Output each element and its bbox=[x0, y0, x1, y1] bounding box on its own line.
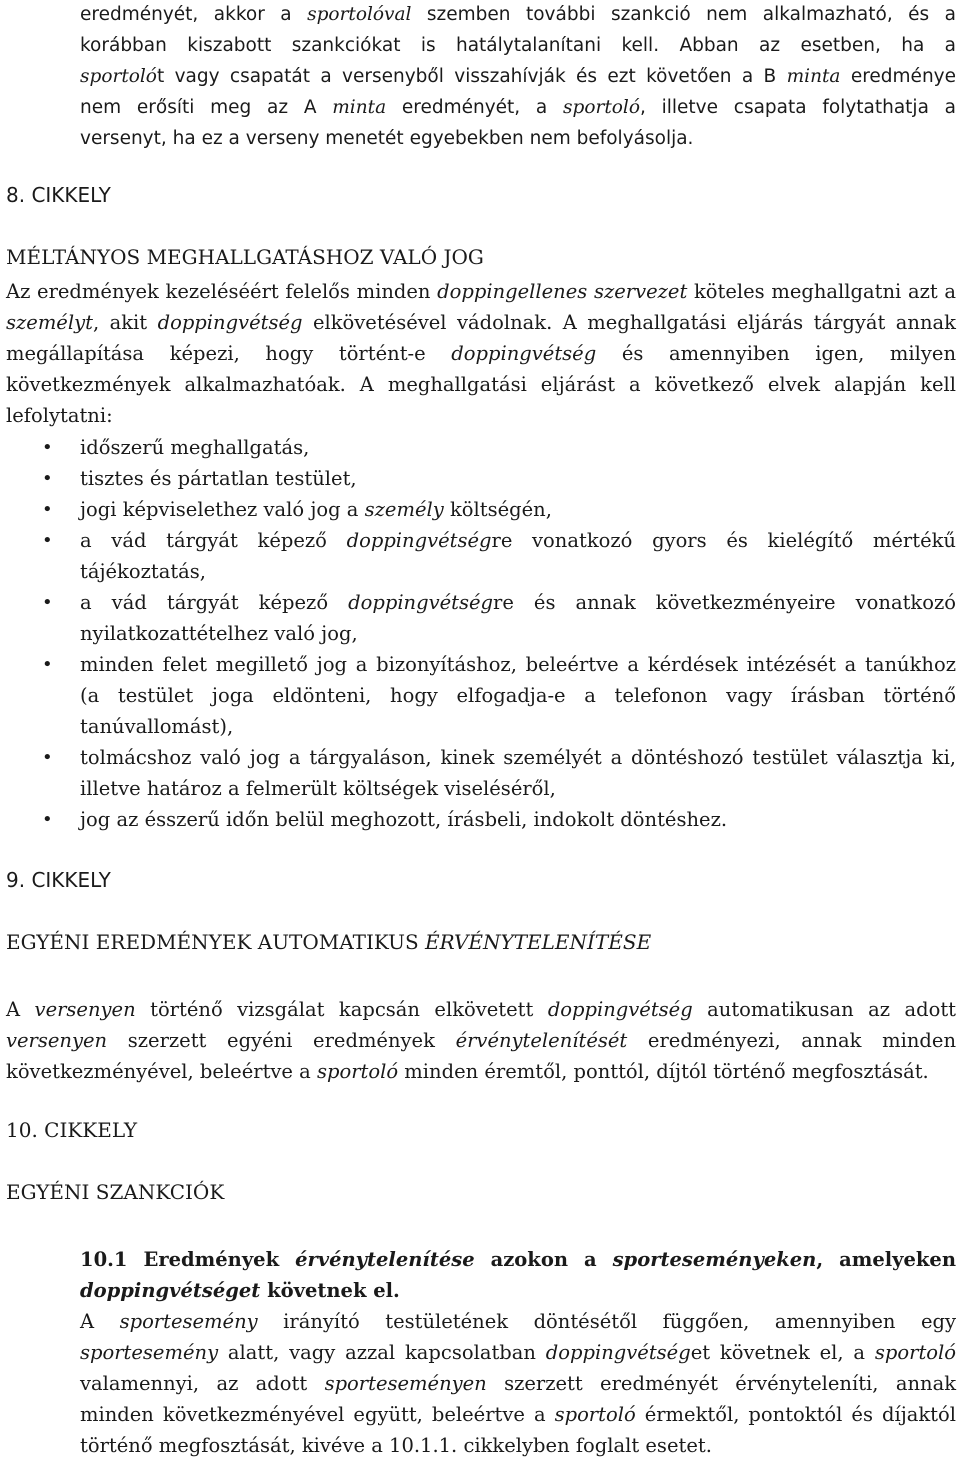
text-line bbox=[6, 1056, 956, 1087]
text-span: re vonatkozó gyors és kielégítő mértékű bbox=[491, 529, 956, 552]
text-span: • tisztes és pártatlan testület, bbox=[80, 467, 357, 490]
text-span: eredményezi, annak minden bbox=[627, 1029, 956, 1052]
article-9-number: 9. CIKKELY bbox=[6, 868, 111, 892]
text-line bbox=[80, 1368, 956, 1399]
list-item bbox=[80, 432, 956, 463]
article-9-title bbox=[6, 930, 651, 954]
list-item bbox=[80, 649, 956, 742]
list-item bbox=[80, 742, 956, 804]
italic-term: személyt bbox=[6, 311, 93, 334]
text-span: , illetve csapata folytathatja a bbox=[639, 97, 957, 118]
text-line bbox=[80, 123, 956, 154]
italic-term: sportoló bbox=[554, 1403, 636, 1426]
article-10-1-heading bbox=[80, 1244, 956, 1306]
text-span: • tolmácshoz való jog a tárgyaláson, kinek személyét a döntéshozó testület választja ki, bbox=[80, 746, 956, 769]
article-8-title: MÉLTÁNYOS MEGHALLGATÁSHOZ VALÓ JOG bbox=[6, 245, 484, 269]
italic-term: doppingvétség bbox=[547, 998, 693, 1021]
text-span: • időszerű meghallgatás, bbox=[80, 436, 310, 459]
article-8-paragraph bbox=[6, 276, 956, 431]
italic-term: sportoló bbox=[317, 1060, 399, 1083]
text-span: történő vizsgálat kapcsán elkövetett bbox=[135, 998, 548, 1021]
text-span: és amennyiben igen, milyen bbox=[596, 342, 956, 365]
text-span: következményével, beleértve a bbox=[6, 1060, 317, 1083]
text-span: 10.1 Eredmények bbox=[80, 1248, 296, 1271]
italic-term: érvénytelenítését bbox=[455, 1029, 628, 1052]
italic-term: doppingvétséget bbox=[80, 1279, 261, 1302]
text-span: et követnek el, a bbox=[690, 1341, 875, 1364]
text-line bbox=[80, 1337, 956, 1368]
text-line bbox=[80, 1275, 956, 1306]
text-span bbox=[80, 494, 956, 525]
italic-term: sportesemény bbox=[80, 1341, 219, 1364]
text-span: minden éremtől, ponttól, díjtól történő megfosztását. bbox=[398, 1060, 929, 1083]
italic-term: személy bbox=[364, 498, 444, 521]
list-item bbox=[80, 587, 956, 649]
list-item bbox=[80, 525, 956, 587]
text-span: azokon a bbox=[474, 1248, 613, 1271]
article-9-paragraph bbox=[6, 994, 956, 1087]
hearing-principles-list bbox=[80, 432, 956, 835]
text-span: elkövetésével vádolnak. A meghallgatási eljárás tárgyát annak bbox=[302, 311, 956, 334]
text-line bbox=[80, 1399, 956, 1430]
text-span: megállapítása képezi, hogy történt-e bbox=[6, 342, 452, 365]
text-span: , akit bbox=[92, 311, 158, 334]
text-span: illetve határoz a felmerült költségek viseléséről, bbox=[80, 777, 556, 800]
italic-term: doppingvétség bbox=[348, 591, 494, 614]
article-8-number: 8. CIKKELY bbox=[6, 183, 111, 207]
list-item bbox=[80, 463, 956, 494]
text-span: a vád tárgyát képező bbox=[80, 591, 349, 614]
text-span: eredménye bbox=[840, 66, 956, 87]
article-10-1-paragraph bbox=[80, 1306, 956, 1461]
italic-term: doppingvétség bbox=[346, 529, 492, 552]
text-span: , amelyeken bbox=[816, 1248, 956, 1271]
text-span: tájékoztatás, bbox=[80, 560, 207, 583]
text-span: követnek el. bbox=[260, 1279, 400, 1302]
text-line bbox=[80, 1306, 956, 1337]
italic-term: sporteseményen bbox=[324, 1372, 487, 1395]
article-10-number: 10. CIKKELY bbox=[6, 1118, 138, 1142]
italic-term: sportesemény bbox=[119, 1310, 258, 1333]
italic-term: sportoló bbox=[563, 97, 640, 118]
text-span: A bbox=[6, 998, 35, 1021]
text-line bbox=[6, 276, 956, 307]
text-span: jogi képviselethez való jog a bbox=[80, 498, 365, 521]
text-line bbox=[80, 61, 956, 92]
text-span: történő megfosztását, kivéve a 10.1.1. cikkelyben foglalt esetet. bbox=[80, 1434, 712, 1457]
italic-term: doppingvétség bbox=[451, 342, 597, 365]
text-span: Az eredmények kezeléséért felelős minden bbox=[6, 280, 438, 303]
text-span bbox=[80, 587, 956, 618]
italic-term: doppingvétség bbox=[545, 1341, 691, 1364]
text-span: irányító testületének döntésétől függően, amennyiben egy bbox=[257, 1310, 956, 1333]
italic-term: sportoló bbox=[874, 1341, 956, 1364]
text-span: szerzett eredményét érvényteleníti, annak bbox=[486, 1372, 957, 1395]
text-span: versenyt, ha ez a verseny menetét egyebekben nem befolyásolja. bbox=[80, 128, 694, 149]
text-line bbox=[80, 0, 956, 30]
text-line bbox=[6, 994, 956, 1025]
text-span: A bbox=[80, 1310, 120, 1333]
intro-paragraph bbox=[80, 0, 956, 154]
text-line bbox=[6, 338, 956, 369]
text-span: EGYÉNI EREDMÉNYEK AUTOMATIKUS bbox=[6, 930, 426, 954]
text-span: automatikusan az adott bbox=[692, 998, 956, 1021]
text-span bbox=[80, 525, 956, 556]
text-span: t vagy csapatát a versenyből visszahívják és ezt követően a B bbox=[156, 66, 787, 87]
text-line bbox=[80, 1430, 956, 1461]
text-span: köteles meghallgatni azt a bbox=[687, 280, 956, 303]
text-span: szerzett egyéni eredmények bbox=[107, 1029, 456, 1052]
italic-term: versenyen bbox=[34, 998, 136, 1021]
text-line bbox=[6, 307, 956, 338]
text-span: költségén, bbox=[443, 498, 552, 521]
text-span: lefolytatni: bbox=[6, 404, 113, 427]
list-item bbox=[80, 494, 956, 525]
italic-term: sporteseményeken bbox=[612, 1248, 817, 1271]
italic-term: ÉRVÉNYTELENÍTÉSE bbox=[425, 930, 652, 954]
text-span: (a testület joga eldönteni, hogy elfogadja-e a telefonon vagy írásban történő bbox=[80, 684, 956, 707]
italic-term: minta bbox=[786, 66, 841, 87]
text-span: nem erősíti meg az A bbox=[80, 97, 333, 118]
list-item bbox=[80, 804, 956, 835]
italic-term: sportolóval bbox=[307, 4, 412, 25]
article-10-title: EGYÉNI SZANKCIÓK bbox=[6, 1180, 225, 1204]
text-span: következmények alkalmazhatóak. A meghallgatási eljárást a következő elvek alapján kell bbox=[6, 373, 956, 396]
italic-term: érvénytelenítése bbox=[295, 1248, 475, 1271]
text-line bbox=[6, 369, 956, 400]
text-span: eredményét, akkor a bbox=[80, 4, 308, 25]
text-span: érmektől, pontoktól és díjaktól bbox=[635, 1403, 956, 1426]
text-span: • minden felet megillető jog a bizonyításhoz, beleértve a kérdések intézését a tanúkhoz bbox=[80, 653, 956, 676]
text-span: alatt, vagy azzal kapcsolatban bbox=[218, 1341, 546, 1364]
text-line bbox=[6, 400, 956, 431]
text-span: re és annak következményeire vonatkozó bbox=[493, 591, 957, 614]
text-span: a vád tárgyát képező bbox=[80, 529, 347, 552]
text-span: valamennyi, az adott bbox=[80, 1372, 325, 1395]
text-span: • jog az ésszerű időn belül meghozott, írásbeli, indokolt döntéshez. bbox=[80, 808, 728, 831]
text-span: korábban kiszabott szankciókat is hatálytalanítani kell. Abban az esetben, ha a bbox=[80, 35, 956, 56]
text-line bbox=[80, 92, 956, 123]
text-line bbox=[80, 30, 956, 61]
text-span: szemben további szankció nem alkalmazható, és a bbox=[411, 4, 956, 25]
italic-term: sportoló bbox=[80, 66, 157, 87]
text-span: minden következményével együtt, beleértve a bbox=[80, 1403, 555, 1426]
text-span: tanúvallomást), bbox=[80, 715, 234, 738]
text-line bbox=[80, 1244, 956, 1275]
italic-term: doppingvétség bbox=[157, 311, 303, 334]
text-span: nyilatkozattételhez való jog, bbox=[80, 622, 358, 645]
italic-term: versenyen bbox=[6, 1029, 108, 1052]
italic-term: doppingellenes szervezet bbox=[437, 280, 688, 303]
text-span: eredményét, a bbox=[386, 97, 564, 118]
italic-term: minta bbox=[332, 97, 387, 118]
text-line bbox=[6, 1025, 956, 1056]
